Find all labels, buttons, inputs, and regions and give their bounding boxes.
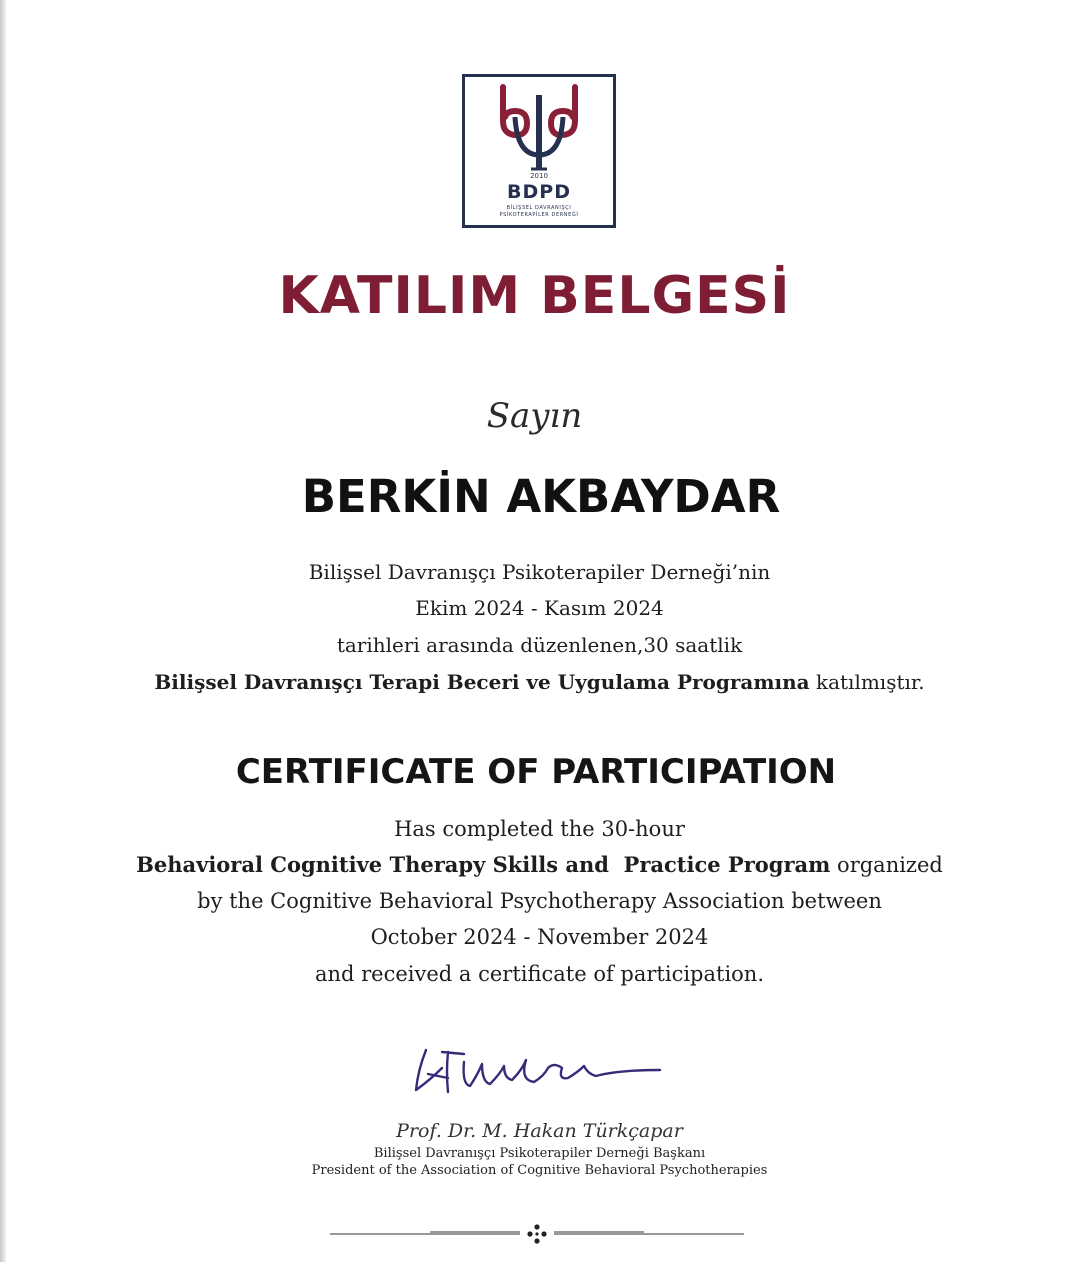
en-body-line3: by the Cognitive Behavioral Psychotherapy Association between (197, 889, 882, 913)
en-body-line5: and received a certificate of participation. (314, 962, 765, 986)
en-program-suffix: organized (830, 853, 943, 877)
decorative-divider-icon (330, 1222, 744, 1246)
tr-body-line1: Bilişsel Davranışçı Psikoterapiler Derneği’nin (308, 560, 771, 584)
tr-body-line3: tarihleri arasında düzenlenen,30 saatlik (336, 633, 743, 657)
recipient-name: BERKİN AKBAYDAR (301, 470, 781, 523)
en-body-line1: Has completed the 30-hour (394, 817, 685, 841)
logo-abbreviation: BDPD (507, 181, 571, 203)
signatory-role-en: President of the Association of Cognitive Behavioral Psychotherapies (311, 1163, 768, 1178)
en-program-name: Behavioral Cognitive Therapy Skills and Practice Program (136, 852, 831, 877)
salutation: Sayın (486, 396, 583, 436)
certificate-title-en: CERTIFICATE OF PARTICIPATION (235, 752, 837, 792)
tr-body-program-line (0, 670, 1069, 694)
tr-body-dates: Ekim 2024 - Kasım 2024 (415, 596, 664, 620)
tr-program-name: Bilişsel Davranışçı Terapi Beceri ve Uygulama Programına (154, 670, 810, 694)
signatory-name: Prof. Dr. M. Hakan Türkçapar (396, 1120, 683, 1142)
signatory-role-tr: Bilişsel Davranışçı Psikoterapiler Derneği Başkanı (373, 1146, 706, 1161)
logo-subtitle-line2: PSİKOTERAPİLER DERNEĞİ (499, 212, 579, 218)
tr-program-suffix: katılmıştır. (809, 670, 925, 694)
page-edge-shadow (0, 0, 6, 1262)
signature-icon (408, 1040, 678, 1100)
bdpd-logo (462, 74, 616, 228)
en-body-program-line (0, 852, 1069, 877)
logo-year: 2010 (530, 172, 548, 180)
en-body-dates: October 2024 - November 2024 (370, 925, 709, 949)
logo-subtitle-line1: BİLİŞSEL DAVRANIŞÇI (506, 205, 572, 211)
certificate-title-tr: KATILIM BELGESİ (278, 266, 791, 326)
